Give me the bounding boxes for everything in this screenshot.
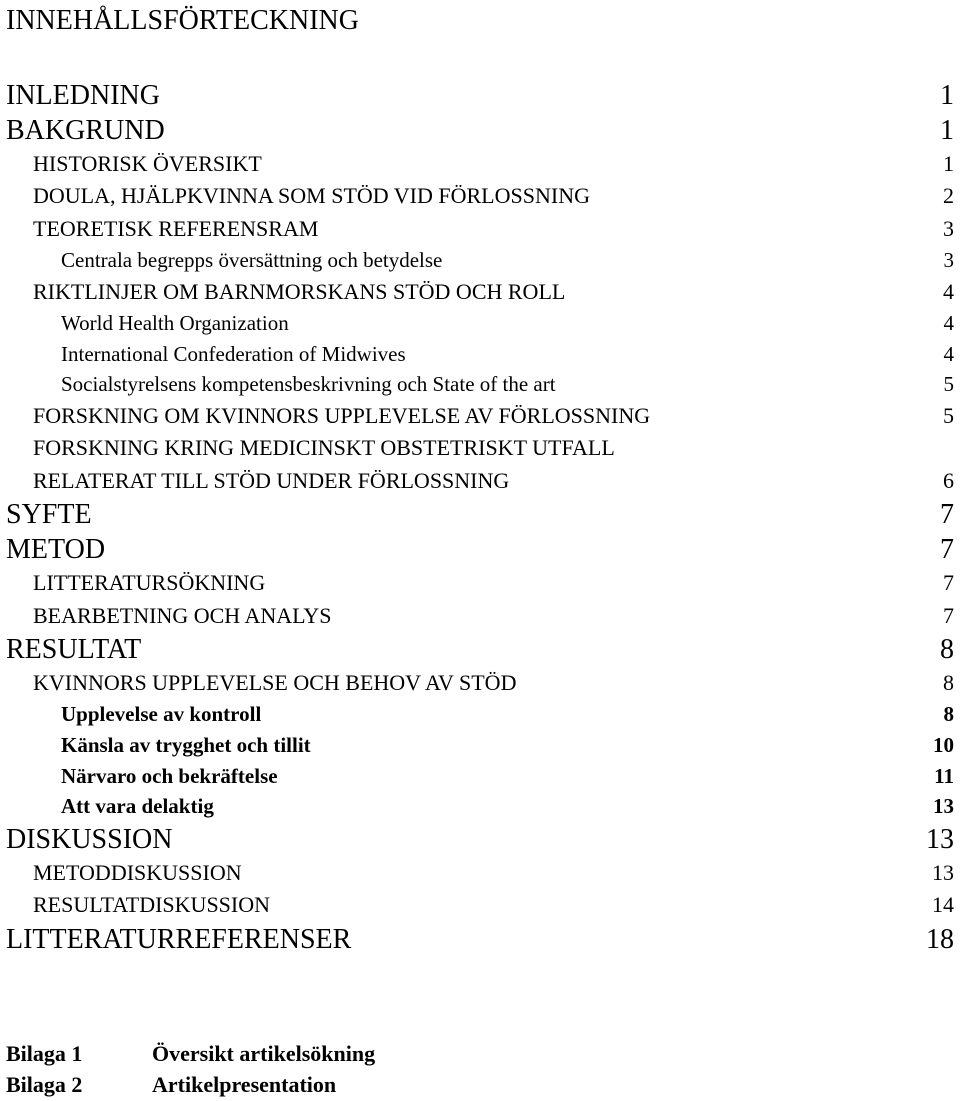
toc-entry-page-number: 3 [943, 215, 954, 241]
toc-entry-label: Upplevelse av kontroll [61, 702, 262, 727]
toc-entry-label: HISTORISK ÖVERSIKT [33, 151, 262, 176]
toc-entry-label: International Confederation of Midwives [61, 341, 406, 366]
toc-entry-page-number: 5 [943, 403, 954, 428]
toc-entry[interactable] [0, 148, 960, 180]
toc-entry-label: BEARBETNING OCH ANALYS [33, 602, 332, 628]
toc-entry[interactable] [0, 600, 960, 632]
toc-entry[interactable] [0, 667, 960, 699]
toc-entry-label: RELATERAT TILL STÖD UNDER FÖRLOSSNING [33, 467, 510, 493]
toc-entry-page-number: 1 [943, 151, 954, 176]
toc-entry-label: Att vara delaktig [61, 794, 214, 819]
toc-entry-page-number: 5 [943, 372, 954, 397]
toc-entry-label: RESULTAT [6, 634, 142, 666]
toc-entry-label: METOD [6, 534, 106, 566]
toc-entry-page-number: 10 [933, 733, 954, 758]
toc-entry-page-number: 4 [943, 278, 954, 304]
appendix-code: Bilaga 2 [6, 1072, 83, 1097]
toc-entry[interactable] [0, 339, 960, 370]
toc-entry-label: Centrala begrepps översättning och betydelse [61, 248, 443, 273]
toc-entry-page-number: 13 [926, 823, 954, 855]
toc-entry[interactable] [0, 432, 960, 464]
toc-entry[interactable] [0, 497, 960, 532]
toc-entry-label: FORSKNING OM KVINNORS UPPLEVELSE AV FÖRLOSSNING [33, 403, 651, 428]
toc-entry-label: World Health Organization [61, 311, 289, 336]
toc-entry-page-number: 7 [940, 534, 954, 566]
toc-entry-label: INLEDNING [6, 80, 160, 111]
toc-entry-page-number: 7 [943, 570, 954, 596]
appendix-title: Artikelpresentation [152, 1072, 337, 1097]
toc-entry-label: LITTERATURSÖKNING [33, 570, 266, 596]
toc-entry-page-number: 8 [940, 634, 954, 666]
toc-entry[interactable] [0, 308, 960, 339]
appendix-row [6, 1038, 375, 1069]
toc-entry[interactable] [0, 632, 960, 667]
toc-entry[interactable] [0, 78, 960, 113]
toc-entry-page-number: 1 [940, 115, 954, 146]
toc-entry-label: Socialstyrelsens kompetensbeskrivning och State of the art [61, 372, 556, 397]
toc-entry-page-number: 8 [943, 702, 954, 727]
toc-entry-label: Närvaro och bekräftelse [61, 763, 278, 788]
toc-entry[interactable] [0, 761, 960, 792]
toc-entry-label: DOULA, HJÄLPKVINNA SOM STÖD VID FÖRLOSSNING [33, 183, 590, 209]
table-of-contents [0, 78, 960, 957]
appendix-title: Översikt artikelsökning [152, 1041, 376, 1066]
toc-entry-page-number: 4 [943, 311, 954, 336]
toc-entry-page-number: 13 [932, 859, 954, 885]
toc-entry-label: DISKUSSION [6, 823, 173, 855]
toc-entry[interactable] [0, 400, 960, 432]
toc-entry-label: TEORETISK REFERENSRAM [33, 215, 319, 241]
toc-entry-page-number: 7 [940, 499, 954, 531]
toc-entry-label: RIKTLINJER OM BARNMORSKANS STÖD OCH ROLL [33, 278, 566, 304]
toc-entry-label: FORSKNING KRING MEDICINSKT OBSTETRISKT UTFALL [33, 435, 615, 461]
toc-entry-page-number: 4 [943, 341, 954, 366]
appendix-code: Bilaga 1 [6, 1041, 83, 1066]
toc-entry-label: Känsla av trygghet och tillit [61, 733, 311, 758]
page-title: INNEHÅLLSFÖRTECKNING [6, 5, 359, 36]
toc-entry-page-number: 14 [932, 892, 954, 918]
toc-entry-page-number: 13 [933, 794, 954, 819]
toc-entry-label: SYFTE [6, 499, 92, 531]
toc-entry-page-number: 11 [934, 763, 954, 788]
toc-entry-label: METODDISKUSSION [33, 859, 242, 885]
toc-entry[interactable] [0, 465, 960, 497]
toc-entry[interactable] [0, 113, 960, 148]
toc-entry-page-number: 18 [926, 923, 954, 955]
toc-entry[interactable] [0, 822, 960, 857]
toc-entry[interactable] [0, 180, 960, 212]
appendix-list [6, 1038, 375, 1100]
toc-entry-page-number: 1 [940, 80, 954, 111]
appendix-row [6, 1069, 375, 1100]
toc-entry[interactable] [0, 791, 960, 822]
toc-entry[interactable] [0, 857, 960, 889]
toc-entry-page-number: 7 [943, 602, 954, 628]
toc-entry[interactable] [0, 922, 960, 957]
toc-entry-page-number: 6 [943, 467, 954, 493]
toc-entry-page-number: 2 [943, 183, 954, 209]
toc-entry[interactable] [0, 532, 960, 567]
toc-entry-label: RESULTATDISKUSSION [33, 892, 271, 918]
toc-entry-label: LITTERATURREFERENSER [6, 923, 352, 955]
toc-entry[interactable] [0, 730, 960, 761]
toc-entry[interactable] [0, 369, 960, 400]
toc-entry[interactable] [0, 889, 960, 921]
toc-entry-page-number: 8 [943, 670, 954, 696]
toc-entry[interactable] [0, 276, 960, 308]
toc-entry[interactable] [0, 245, 960, 276]
toc-entry-label: BAKGRUND [6, 115, 165, 146]
toc-entry-page-number: 3 [943, 248, 954, 273]
toc-entry-label: KVINNORS UPPLEVELSE OCH BEHOV AV STÖD [33, 670, 517, 696]
toc-entry[interactable] [0, 567, 960, 599]
toc-entry[interactable] [0, 213, 960, 245]
toc-entry[interactable] [0, 699, 960, 730]
